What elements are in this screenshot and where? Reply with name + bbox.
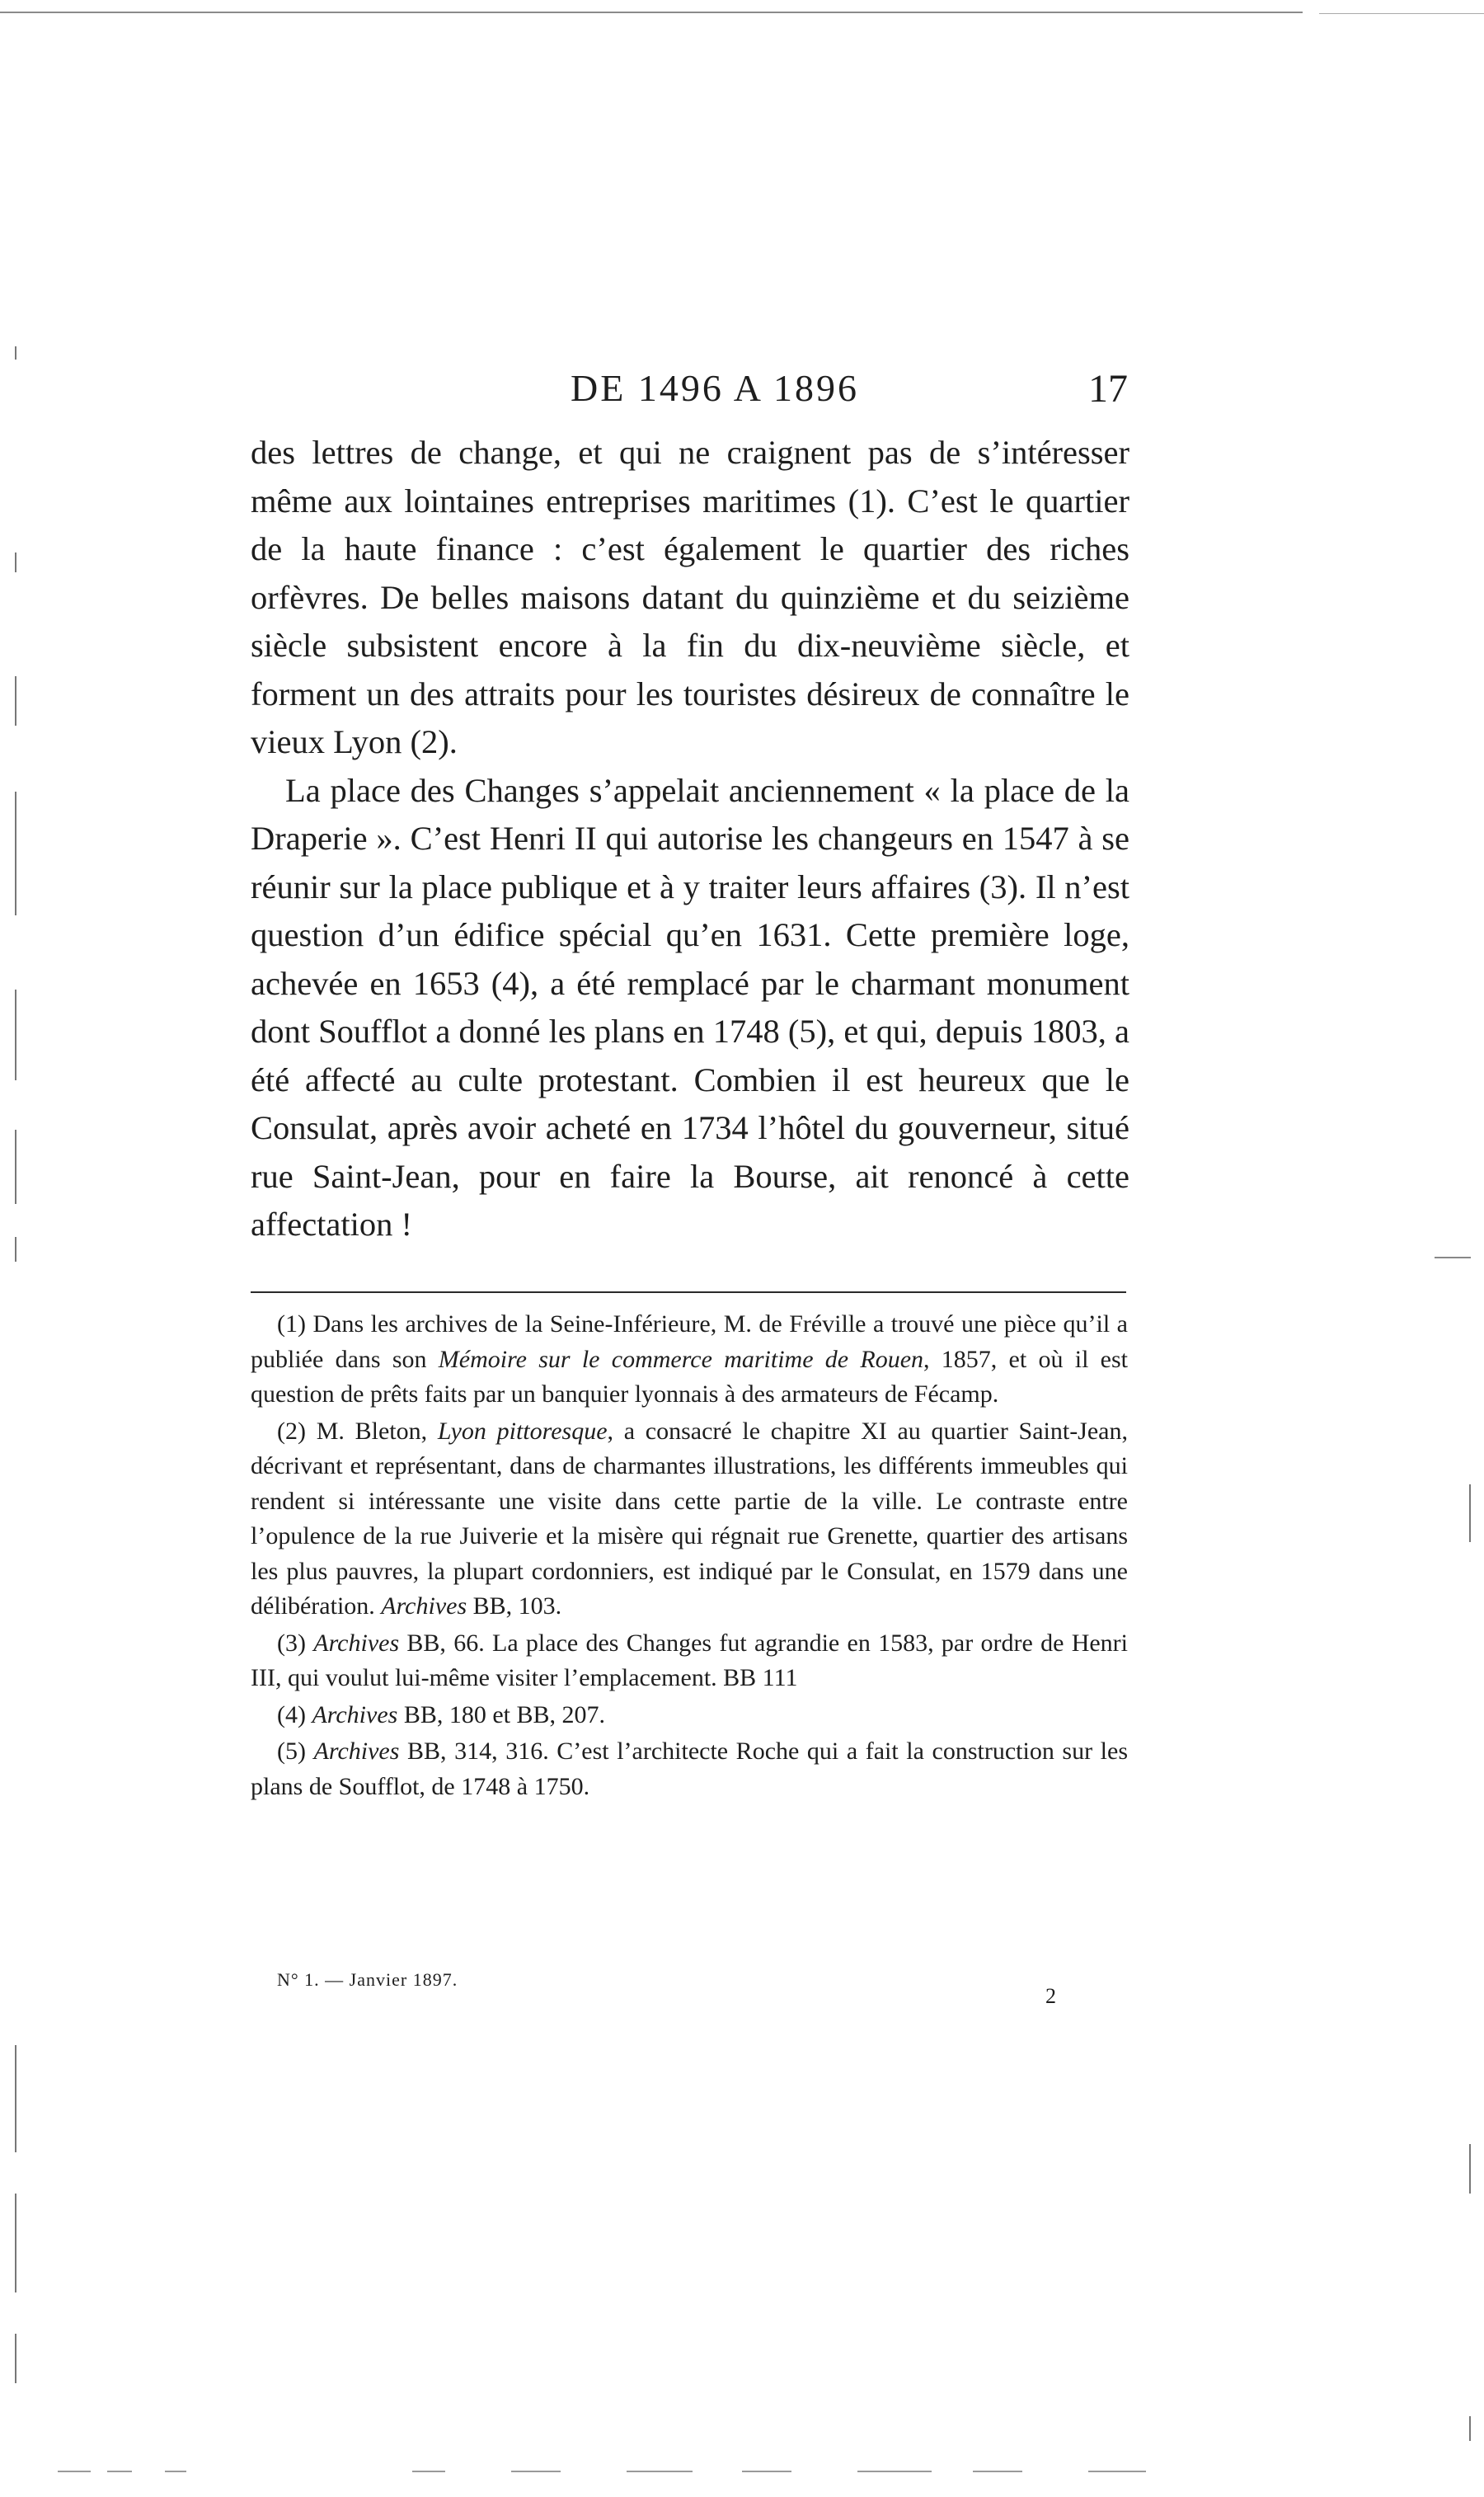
footnote-1	[251, 1307, 1128, 1413]
scan-top-rule	[0, 12, 1303, 13]
right-edge-dash	[1435, 1257, 1471, 1258]
bottom-scan-dash	[412, 2471, 445, 2472]
footnote-2	[251, 1414, 1128, 1625]
scan-top-rule-right	[1319, 13, 1484, 14]
footnote-text: (3)	[277, 1629, 314, 1657]
running-head-title: DE 1496 A 1896	[571, 367, 859, 409]
footnote-text: (1) Dans les archives de la Seine-Inférieure, M. de Fréville a trouvé une pièce qu’il a publiée dans son	[251, 1310, 1128, 1373]
left-edge-mark	[15, 2045, 16, 2152]
footnotes	[251, 1307, 1128, 1804]
footnote-work-title: Mémoire sur le commerce maritime de Rouen	[438, 1345, 924, 1373]
running-head	[247, 366, 1128, 416]
bottom-scan-dash	[627, 2471, 693, 2472]
footnote-text: BB, 180 et BB, 207.	[397, 1700, 606, 1728]
left-edge-mark	[15, 676, 16, 726]
footnote-work-title: Lyon pittoresque	[437, 1417, 608, 1445]
footnote-3	[251, 1626, 1128, 1696]
left-edge-mark	[15, 990, 16, 1080]
bottom-scan-dash	[511, 2471, 561, 2472]
footnote-text: BB, 66. La place des Changes fut agrandie en 1583, par ordre de Henri III, qui voulut lui-même visiter l’emplacement. BB 111	[251, 1629, 1129, 1691]
footnote-5	[251, 1734, 1128, 1804]
bottom-scan-dash	[742, 2471, 791, 2472]
left-edge-mark	[15, 2194, 16, 2292]
footnote-text: (4)	[277, 1700, 312, 1728]
bottom-scan-dash	[165, 2471, 186, 2472]
footnote-text: , 1857, et où il est question de prêts faits par un banquier lyonnais à des armateurs de Fécamp.	[251, 1345, 1129, 1408]
bottom-scan-dash	[58, 2471, 91, 2472]
body-text	[251, 429, 1129, 1249]
footnote-4	[251, 1698, 1128, 1733]
left-edge-mark	[15, 2334, 16, 2383]
bottom-scan-dash	[857, 2471, 932, 2472]
right-edge-mark	[1469, 2144, 1471, 2194]
bottom-scan-dash	[107, 2471, 132, 2472]
right-edge-mark	[1469, 2416, 1471, 2441]
footnote-text: BB, 103.	[467, 1592, 562, 1620]
left-edge-mark	[15, 1237, 16, 1262]
footnote-separator-rule	[251, 1291, 1126, 1293]
footnote-archives: Archives	[381, 1592, 467, 1620]
right-edge-mark	[1469, 1484, 1471, 1542]
footnote-text: BB, 314, 316. C’est l’architecte Roche qui a fait la construction sur les plans de Soufflot, de 1748 à 1750.	[251, 1738, 1129, 1800]
body-paragraph: La place des Changes s’appelait anciennement « la place de la Draperie ». C’est Henri II qui autorise les changeurs en 1547 à se réunir sur la place publique et à y traiter leurs affaires (3). Il n’est question d’un édifice spécial qu’en 1631. Cette première loge, achevée en 1653 (4), a été remplacé par le charmant monument dont Soufflot a donné les plans en 1748 (5), et qui, depuis 1803, a été affecté au culte protestant. Combien il est heureux que le Consulat, après avoir acheté en 1734 l’hôtel du gouverneur, situé rue Saint-Jean, pour en faire la Bourse, ait renoncé à cette affectation !	[251, 771, 1129, 1243]
footnote-archives: Archives	[313, 1629, 400, 1657]
footnote-archives: Archives	[313, 1738, 400, 1765]
signature-mark: 2	[1045, 1984, 1056, 2008]
footnote-text: (2) M. Bleton,	[277, 1417, 438, 1445]
footnote-text: , a consacré le chapitre XI au quartier Saint-Jean, décrivant et représentant, dans de charmantes illustrations, les différents immeubles qui rendent si intéressante une visite dans cette partie de la ville. Le contraste entre l’opulence de la rue Juiverie et la misère qui régnait rue Grenette, quartier des artisans les plus pauvres, la plupart cordonniers, est indiqué par le Consulat, en 1579 dans une délibération.	[251, 1417, 1128, 1620]
bottom-scan-dash	[1088, 2471, 1146, 2472]
bottom-scan-dash	[973, 2471, 1022, 2472]
issue-line: N° 1. — Janvier 1897.	[277, 1969, 458, 1990]
left-edge-mark	[15, 346, 16, 360]
left-edge-mark	[15, 1130, 16, 1204]
page-number: 17	[1088, 367, 1128, 411]
footnote-text: (5)	[277, 1738, 314, 1765]
footnote-archives: Archives	[312, 1700, 398, 1728]
body-paragraph: des lettres de change, et qui ne craignent pas de s’intéresser même aux lointaines entreprises maritimes (1). C’est le quartier de la haute finance : c’est également le quartier des riches orfèvres. De belles maisons datant du quinzième et du seizième siècle subsistent encore à la fin du dix-neuvième siècle, et forment un des attraits pour les touristes désireux de connaître le vieux Lyon (2).	[251, 434, 1129, 760]
left-edge-mark	[15, 553, 16, 572]
left-edge-mark	[15, 792, 16, 915]
